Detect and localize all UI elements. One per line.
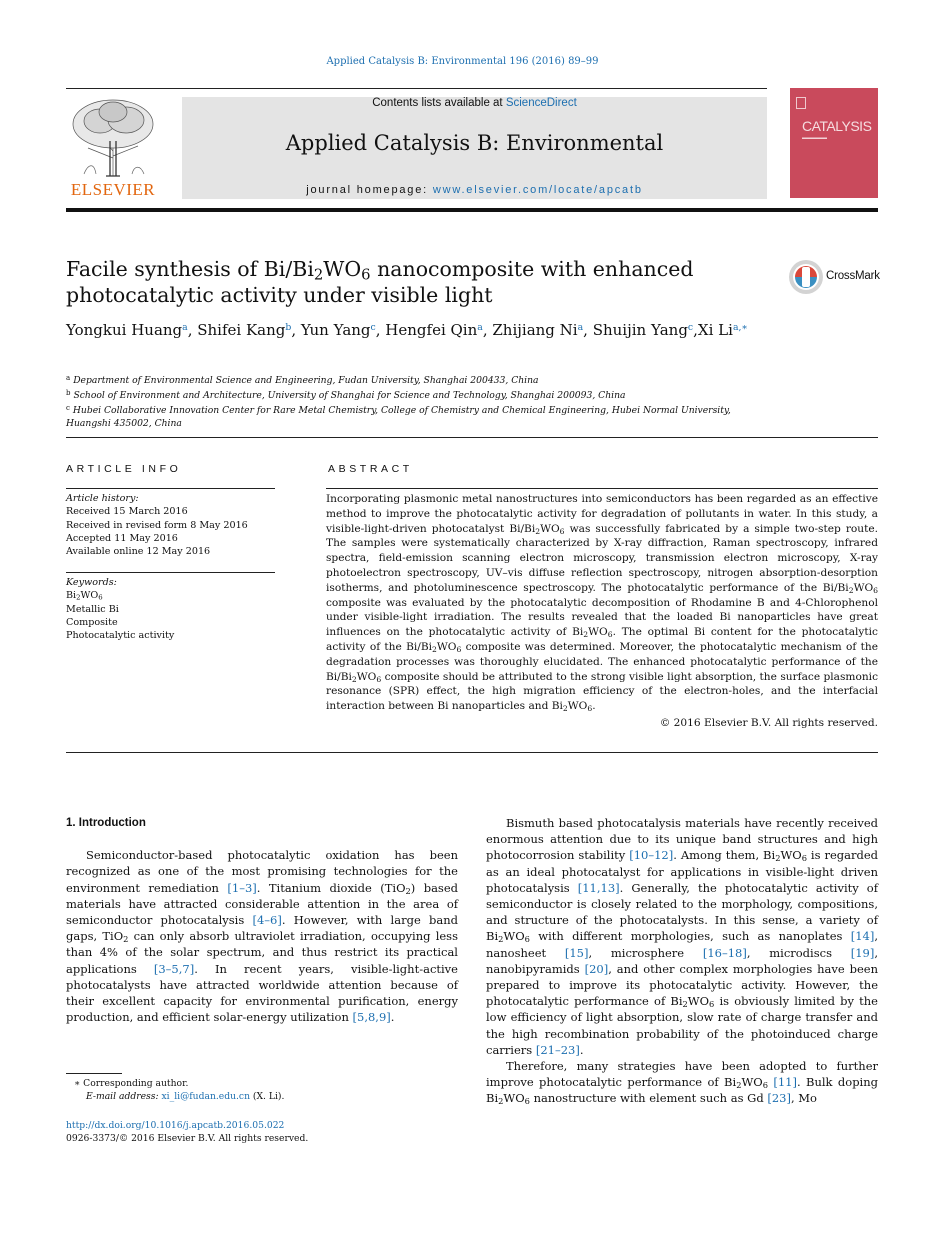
keywords-rule	[66, 572, 275, 573]
citation-link[interactable]: [16–18]	[702, 945, 747, 960]
author-separator: ,	[375, 321, 386, 339]
body-paragraph: Bismuth based photocatalysis materials have recently received enormous attention due to its unique band structures and high photocorrosion stability [10–12]. Among them, $Bi_2WO_6$ is regarded as an ideal photocatalyst for applications in visible-light driven photocatalysis [11,13]. Generally, the photocatalytic activity of semiconductor is closely related to the morphology, compositions, and structure of the photocatalysts. In this sense, a variety of $Bi_2WO_6$ with different morphologies, such as nanoplates [14], nanosheet [15], microsphere [16–18], microdiscs [19], nanobipyramids [20], and other complex morphologies have been prepared to improve its photocatalytic activity. However, the photocatalytic performance of $Bi_2WO_6$ is obviously limited by the low efficiency of light absorption, slow rate of charge transfer and the high recombination probability of the photoinduced charge carriers [21–23].	[486, 816, 879, 1057]
keyword-item: Photocatalytic activity	[66, 630, 175, 642]
section-heading-introduction: 1. Introduction	[66, 817, 146, 829]
doi-link[interactable]: http://dx.doi.org/10.1016/j.apcatb.2016.05.022	[66, 1120, 285, 1131]
author-affiliation-marker[interactable]: a	[182, 321, 188, 333]
article-info-rule	[66, 488, 275, 489]
citation-link[interactable]: [21–23]	[535, 1042, 580, 1057]
email-note	[66, 1090, 446, 1103]
journal-title: Applied Catalysis B: Environmental	[285, 131, 664, 155]
citation-link[interactable]: [3–5,7]	[153, 961, 195, 976]
citation-link[interactable]: [5,8,9]	[352, 1010, 391, 1025]
elsevier-logo[interactable]	[66, 96, 160, 200]
keywords	[66, 576, 276, 642]
citation-link[interactable]: [11]	[773, 1075, 797, 1090]
author-affiliation-marker[interactable]: a	[577, 321, 584, 333]
author-affiliation-marker[interactable]: a,∗	[732, 321, 748, 333]
author-affiliation-marker[interactable]: c	[370, 321, 376, 333]
email-link[interactable]: xi_li@fudan.edu.cn	[161, 1091, 250, 1102]
abstract-bottom-rule	[66, 752, 878, 753]
article-title	[66, 256, 766, 308]
cover-title: CATALYSIS	[802, 118, 872, 134]
author-name: Xi Li	[697, 321, 733, 339]
author-separator: ,	[583, 321, 593, 339]
affiliation-letter: a	[66, 374, 71, 382]
journal-homepage	[182, 184, 767, 196]
contents-line	[182, 97, 767, 109]
keyword-item: Composite	[66, 616, 118, 628]
history-label: Article history:	[66, 493, 139, 504]
keywords-label: Keywords:	[66, 577, 117, 588]
citation-link[interactable]: [15]	[564, 945, 589, 960]
cover-subtitle-icon: ▬▬▬▬▬	[802, 135, 827, 141]
affiliation-item	[66, 387, 756, 402]
corresponding-author-note: ∗ Corresponding author.	[74, 1078, 189, 1089]
journal-reference-link[interactable]: Applied Catalysis B: Environmental 196 (2016) 89–99	[326, 56, 599, 67]
affiliation-letter: c	[66, 404, 70, 413]
title-text-3: nanocomposite with enhanced photocatalytic activity under visible light	[66, 257, 694, 307]
footnote-rule	[66, 1073, 122, 1074]
affiliation-text: Hubei Collaborative Innovation Center for Rare Metal Chemistry, College of Chemistry and Chemical Engineering, Hubei Normal University, Huangshi 435002, China	[66, 404, 731, 430]
author-separator: ,	[482, 321, 493, 339]
title-text-2: WO	[323, 257, 362, 281]
abstract-heading: ABSTRACT	[328, 463, 413, 475]
author-separator: ,	[693, 321, 698, 339]
email-label: E-mail address:	[86, 1091, 162, 1102]
author-name: Yun Yang	[300, 321, 371, 339]
contents-prefix: Contents lists available at	[372, 97, 506, 109]
homepage-prefix: journal homepage:	[306, 184, 433, 196]
footnotes	[66, 1077, 446, 1103]
sciencedirect-link[interactable]: ScienceDirect	[505, 97, 577, 109]
publisher-name: ELSEVIER	[70, 180, 156, 199]
article-info-heading: ARTICLE INFO	[66, 463, 182, 475]
author-name: Shuijin Yang	[592, 321, 688, 339]
author-affiliation-marker[interactable]: b	[285, 321, 292, 333]
author-affiliation-marker[interactable]: a	[477, 321, 483, 333]
header-bottom-rule	[66, 208, 878, 212]
citation-link[interactable]: [11,13]	[577, 880, 620, 895]
author-separator: ,	[187, 321, 198, 339]
cover-emblem-icon	[796, 97, 806, 109]
article-history	[66, 492, 276, 558]
title-text-1: Facile synthesis of Bi/Bi	[66, 257, 314, 281]
history-item: Received 15 March 2016	[66, 506, 188, 518]
author-separator: ,	[291, 321, 301, 339]
journal-cover-thumbnail[interactable]	[790, 88, 878, 198]
author-name: Yongkui Huang	[66, 321, 183, 339]
issn-copyright: 0926-3373/© 2016 Elsevier B.V. All rights reserved.	[66, 1133, 309, 1144]
author-affiliation-marker[interactable]: c	[687, 321, 694, 333]
doi-block	[66, 1119, 466, 1145]
author-name: Shifei Kang	[197, 321, 286, 339]
crossmark-label: CrossMark	[826, 270, 880, 282]
abstract-rule	[326, 488, 878, 489]
citation-link[interactable]: [14]	[850, 929, 875, 944]
crossmark-icon	[788, 259, 824, 295]
affiliation-letter: b	[66, 389, 71, 398]
header-rule	[66, 88, 767, 89]
homepage-link[interactable]: www.elsevier.com/locate/apcatb	[432, 184, 643, 196]
affiliation-text: Department of Environmental Science and Engineering, Fudan University, Shanghai 200433, China	[73, 374, 539, 386]
affiliation-item	[66, 372, 756, 387]
crossmark-badge[interactable]	[788, 259, 883, 295]
history-item: Available online 12 May 2016	[66, 546, 211, 558]
affiliation-text: School of Environment and Architecture, University of Shanghai for Science and Technology, Shanghai 200093, China	[73, 389, 626, 401]
body-column-left	[66, 815, 458, 1025]
affiliation-item	[66, 402, 756, 430]
history-item: Accepted 11 May 2016	[66, 532, 178, 544]
body-column-right	[486, 815, 878, 1107]
keyword-item: Metallic Bi	[66, 603, 119, 615]
title-sub-1: 2	[313, 266, 324, 284]
email-suffix: (X. Li).	[250, 1091, 285, 1102]
citation-link[interactable]: [19]	[850, 945, 875, 960]
affiliations	[66, 372, 756, 431]
citation-link[interactable]: [10–12]	[629, 848, 674, 863]
abstract-copyright: © 2016 Elsevier B.V. All rights reserved.	[659, 717, 878, 729]
author-name: Zhijiang Ni	[492, 321, 578, 339]
elsevier-tree-icon	[66, 96, 160, 180]
author-name: Hengfei Qin	[385, 321, 478, 339]
abstract-text: Incorporating plasmonic metal nanostructures into semiconductors has been regarded as an effective method to improve the photocatalytic activity for degradation of pollutants in water. In this study, a visible-light-driven photocatalyst $Bi/Bi_2WO_6$ was successfully fabricated by a simple two-step route. The samples were systematically characterized by X-ray diffraction, Raman spectroscopy, infrared spectra, field-emission scanning electron microscopy, transmission electron microscopy, X-ray photoelectron spectroscopy, UV–vis diffuse reflection spectroscopy, nitrogen absorption-desorption isotherms, and photoluminescence spectroscopy. The photocatalytic performance of the $Bi/Bi_2WO_6$ composite was evaluated by the photocatalytic decomposition of Rhodamine B and 4-Chlorophenol under visible-light irradiation. The results revealed that the loaded Bi nanoparticles have great influences on the photocatalytic activity of $Bi_2WO_6$. The optimal Bi content for the photocatalytic activity of the $Bi/Bi_2WO_6$ composite was determined. Moreover, the photocatalytic mechanism of the degradation processes was thoroughly elucidated. The enhanced photocatalytic performance of the $Bi/Bi_2WO_6$ composite should be attributed to the strong visible light absorption, the surface plasmonic resonance (SPR) effect, the high migration efficiency of the electron-holes, and the interfacial interaction between Bi nanoparticles and $Bi_2WO_6$.	[326, 493, 878, 714]
keyword-item: $Bi_2WO_6$	[66, 590, 103, 603]
body-paragraph: Semiconductor-based photocatalytic oxidation has been recognized as one of the most promising technologies for the environment remediation [1–3]. Titanium dioxide (TiO$_2$) based materials have attracted considerable attention in the area of semiconductor photocatalysis [4–6]. However, with large band gaps, TiO$_2$ can only absorb ultraviolet irradiation, occupying less than 4% of the solar spectrum, and thus restrict its practical applications [3–5,7]. In recent years, visible-light-active photocatalysts have attracted worldwide attention because of their excellent capacity for environmental purification, energy production, and efficient solar-energy utilization [5,8,9].	[66, 848, 458, 1025]
citation-link[interactable]: [1–3]	[227, 880, 257, 895]
citation-link[interactable]: [4–6]	[252, 913, 282, 928]
citation-link[interactable]: [23]	[767, 1091, 791, 1106]
citation-link[interactable]: [20]	[584, 961, 609, 976]
history-item: Received in revised form 8 May 2016	[66, 519, 248, 531]
author-list	[66, 320, 766, 341]
title-sub-2: 6	[361, 266, 371, 284]
body-paragraph: Therefore, many strategies have been adopted to further improve photocatalytic performance of $Bi_2WO_6$ [11]. Bulk doping $Bi_2WO_6$ nanostructure with element such as Gd [23], Mo	[486, 1059, 879, 1107]
affiliations-rule	[66, 437, 878, 438]
